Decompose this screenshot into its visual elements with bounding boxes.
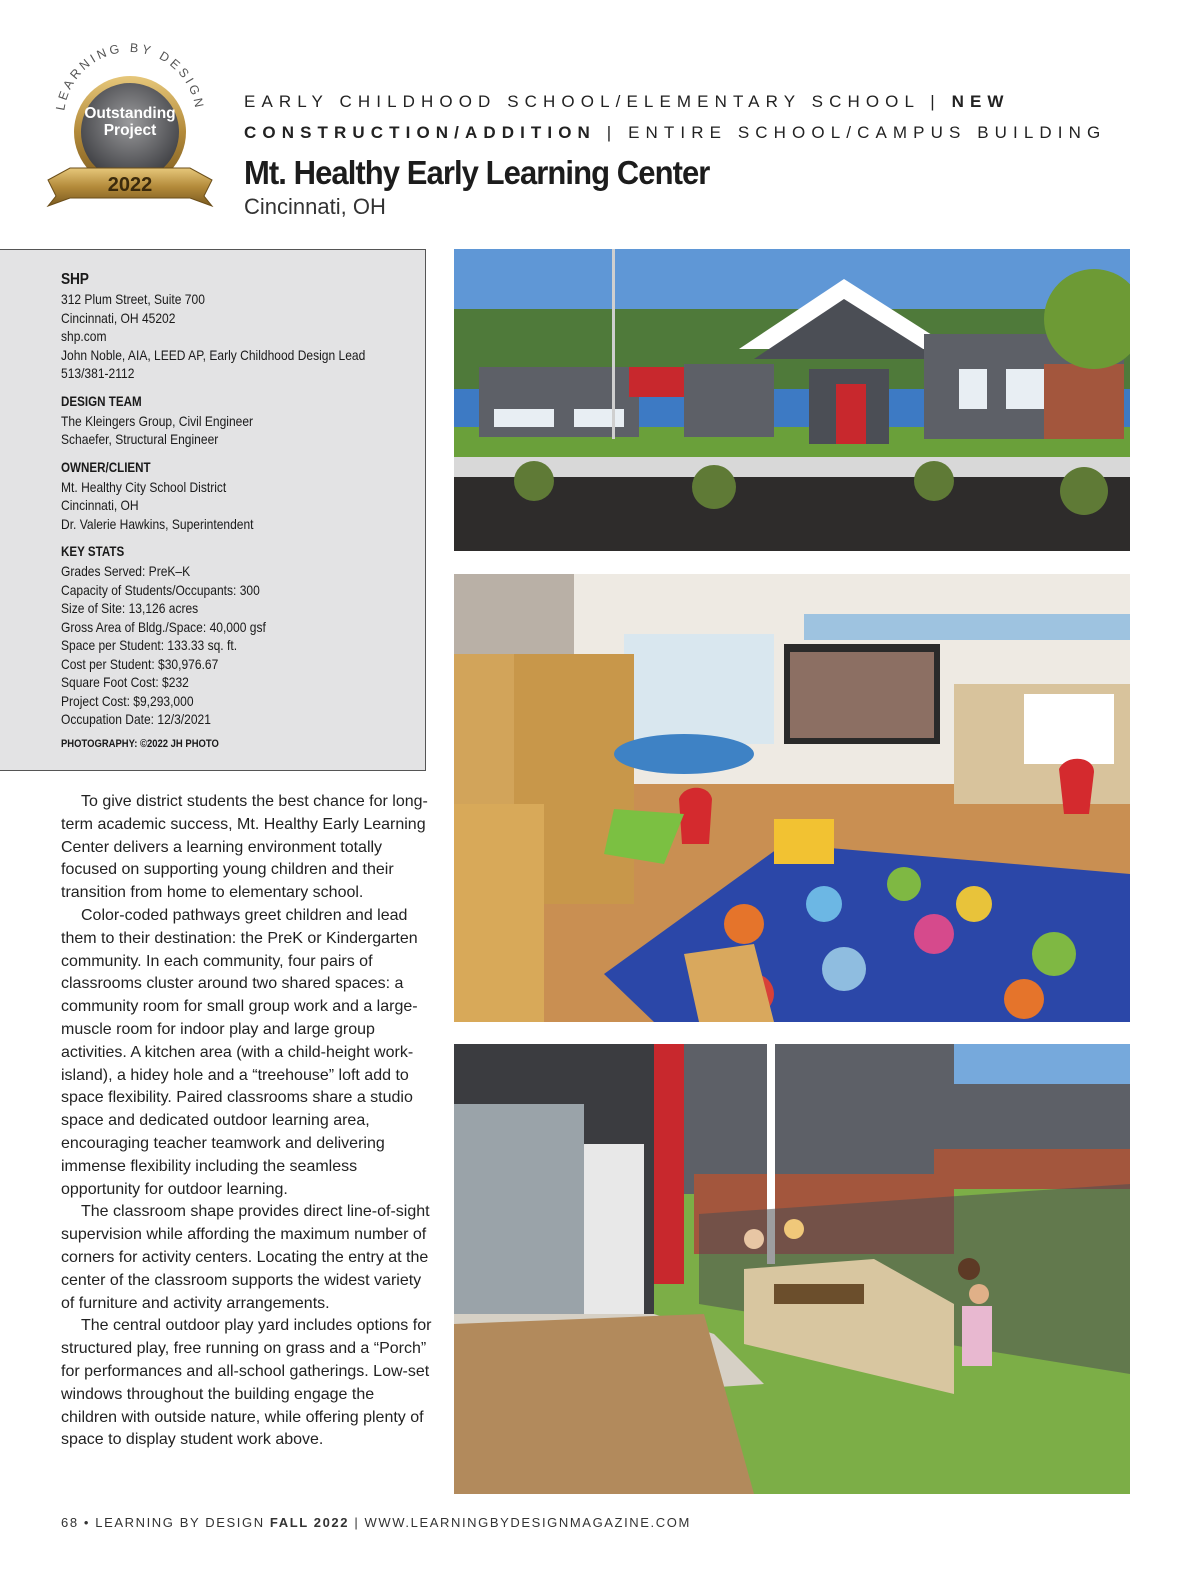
body-paragraph: The central outdoor play yard includes options for structured play, free running on grass and a “Porch” for performances and all-school gatherings. Low-set windows throughout the building engage the children with outside nature, while offering plenty of space to display student work above. (61, 1317, 432, 1449)
info-line: Dr. Valerie Hawkins, Superintendent (61, 515, 254, 532)
body-paragraph: The classroom shape provides direct line-of-sight supervision while affording the maximum number of corners for activity centers. Locating the entry at the center of the classroom supports the widest variety of furniture and activity arrangements. (61, 1203, 430, 1312)
issue-label: FALL 2022 (269, 1515, 350, 1530)
info-line: shp.com (61, 328, 107, 344)
body-paragraph: To give district students the best chance for long-term academic success, Mt. Healthy Early Learning Center delivers a learning environment totally focused on supporting young children and their transition from home to elementary school. (61, 793, 428, 902)
stat-line: Cost per Student: $30,976.67 (61, 655, 219, 672)
classroom-photo (454, 574, 1130, 1022)
article-body (61, 791, 433, 1452)
firm-heading: SHP (61, 271, 89, 288)
footer-bullet: • (78, 1515, 96, 1530)
stat-line: Size of Site: 13,126 acres (61, 600, 199, 616)
magazine-name: LEARNING BY DESIGN (95, 1515, 270, 1530)
info-line: Cincinnati, OH (61, 497, 139, 513)
badge-line1: Outstanding (84, 105, 176, 122)
badge-line2: Project (103, 122, 157, 139)
info-line: Mt. Healthy City School District (61, 478, 227, 495)
stat-line: Space per Student: 133.33 sq. ft. (61, 637, 238, 653)
category-emphasis: NEW (951, 92, 1010, 111)
body-paragraph: Color-coded pathways greet children and lead them to their destination: the PreK or Kindergarten community. In each community, four pairs of classrooms cluster around two shared spaces: a community room for small group work and a large-muscle room for indoor play and large group activities. A kitchen area (with a child-height work-island), a hidey hole and a “treehouse” loft add to space flexibility. Paired classrooms share a studio space and dedicated outdoor learning area, encouraging teacher teamwork and delivering immense flexibility including the seamless opportunity for outdoor learning. (61, 906, 418, 1198)
stat-line: Capacity of Students/Occupants: 300 (61, 581, 260, 598)
badge-year: 2022 (107, 174, 153, 196)
article-location: Cincinnati, OH (244, 194, 386, 219)
photo-credit: PHOTOGRAPHY: ©2022 JH PHOTO (61, 737, 219, 750)
magazine-url: WWW.LEARNINGBYDESIGNMAGAZINE.COM (364, 1515, 691, 1530)
article-title: Mt. Healthy Early Learning Center (244, 154, 710, 191)
category-text: EARLY CHILDHOOD SCHOOL/ELEMENTARY SCHOOL | (244, 92, 952, 111)
owner-heading: OWNER/CLIENT (61, 459, 151, 475)
stat-line: Gross Area of Bldg./Space: 40,000 gsf (61, 618, 266, 635)
project-info-box (0, 249, 426, 771)
design-team-heading: DESIGN TEAM (61, 393, 142, 409)
outdoor-learning-photo (454, 1044, 1130, 1494)
page-footer (61, 1515, 691, 1530)
key-stats-heading: KEY STATS (61, 544, 125, 559)
info-line: The Kleingers Group, Civil Engineer (61, 412, 254, 429)
category-line-2 (244, 117, 1174, 148)
article-header (244, 86, 1174, 220)
exterior-photo (454, 249, 1130, 551)
info-line: 312 Plum Street, Suite 700 (61, 291, 205, 307)
stat-line: Grades Served: PreK–K (61, 563, 191, 579)
category-text: | ENTIRE SCHOOL/CAMPUS BUILDING (595, 123, 1107, 142)
info-line: John Noble, AIA, LEED AP, Early Childhood Design Lead (61, 346, 366, 363)
award-badge (40, 34, 220, 214)
stat-line: Project Cost: $9,293,000 (61, 692, 194, 709)
info-line: Schaefer, Structural Engineer (61, 431, 219, 447)
category-emphasis: CONSTRUCTION/ADDITION (244, 123, 596, 142)
page-number: 68 (61, 1515, 79, 1530)
footer-separator: | (349, 1515, 365, 1530)
info-line: 513/381-2112 (61, 365, 135, 381)
category-line-1 (244, 86, 1174, 117)
badge-arc-text: LEARNING BY DESIGN (53, 40, 207, 112)
stat-line: Square Foot Cost: $232 (61, 674, 189, 690)
stat-line: Occupation Date: 12/3/2021 (61, 711, 211, 727)
info-line: Cincinnati, OH 45202 (61, 309, 176, 326)
award-seal-graphic (40, 34, 220, 214)
